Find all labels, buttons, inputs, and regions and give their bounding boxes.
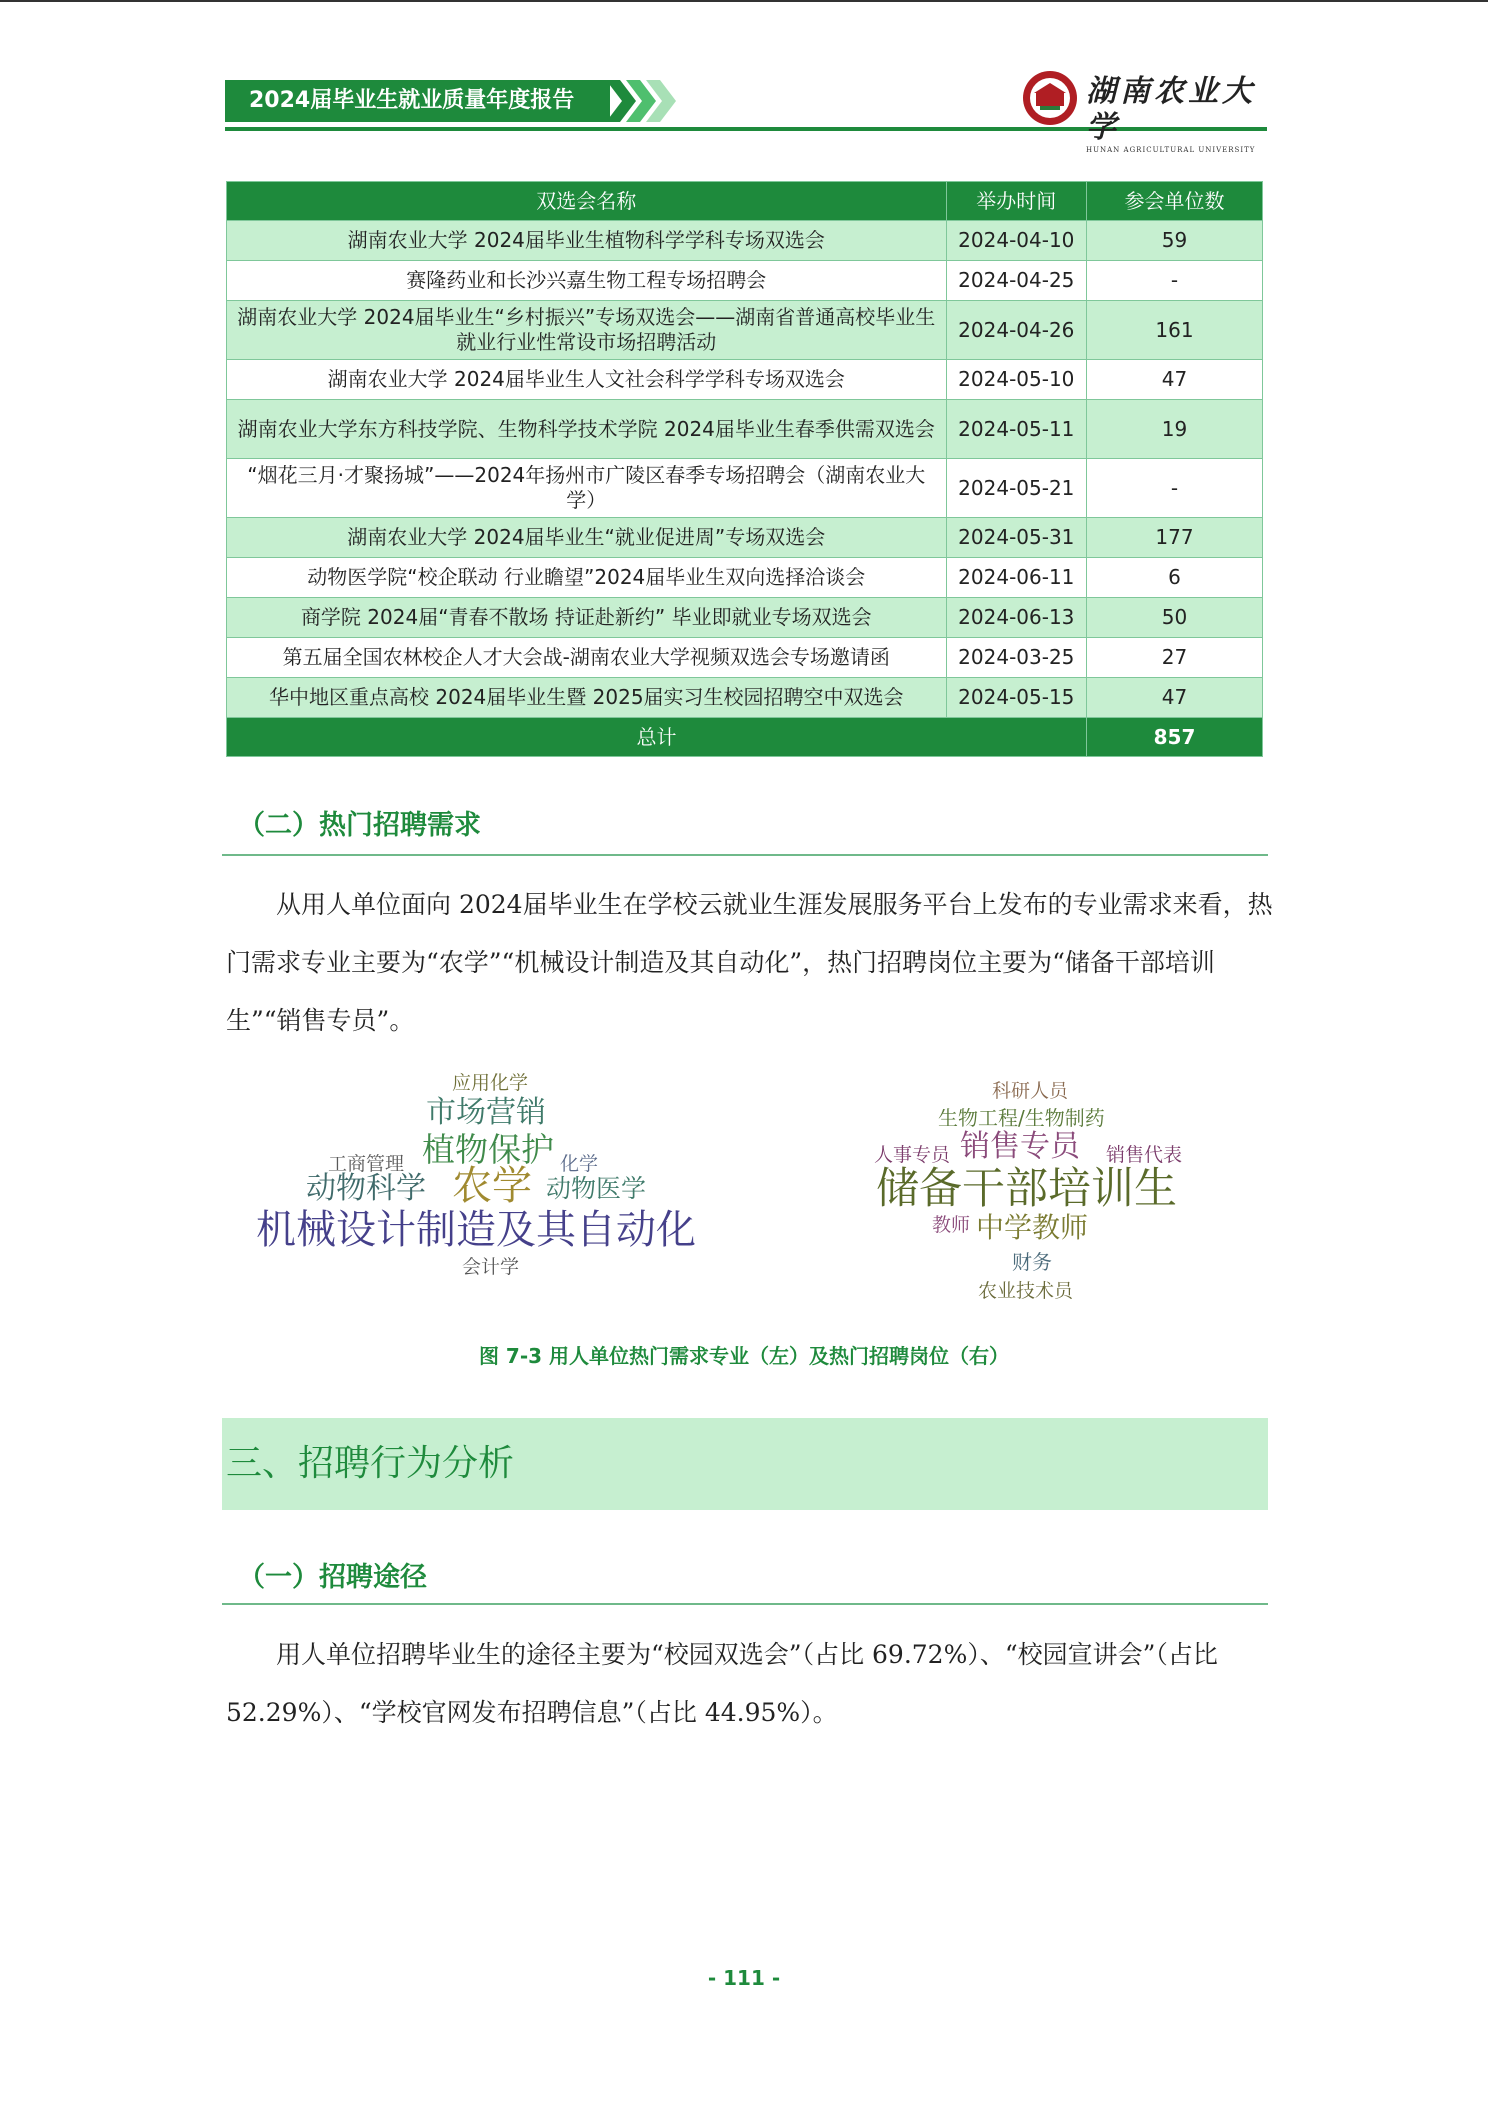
date-cell: 2024-05-21 (946, 459, 1086, 518)
total-label: 总计 (227, 718, 1087, 757)
count-cell: 177 (1087, 518, 1263, 558)
wordcloud-word: 储备干部培训生 (876, 1164, 1177, 1214)
university-name-cn: 湖南农业大学 (1086, 74, 1256, 145)
count-cell: 59 (1087, 221, 1263, 261)
table-row (227, 598, 1263, 638)
table-row (227, 678, 1263, 718)
date-cell: 2024-03-25 (946, 638, 1086, 678)
date-cell: 2024-04-26 (946, 301, 1086, 360)
count-cell: 47 (1087, 678, 1263, 718)
fair-name-cell: 湖南农业大学东方科技学院、生物科学技术学院 2024届毕业生春季供需双选会 (227, 400, 947, 459)
top-border (0, 0, 1488, 2)
wordcloud-word: 中学教师 (976, 1211, 1089, 1244)
subsection-rule (222, 1603, 1268, 1605)
wordcloud-word: 市场营销 (426, 1095, 546, 1130)
date-cell: 2024-06-11 (946, 558, 1086, 598)
table-row (227, 518, 1263, 558)
wordcloud-word: 教师 (932, 1214, 971, 1236)
table-row (227, 638, 1263, 678)
column-header: 参会单位数 (1087, 182, 1263, 221)
table-row (227, 301, 1263, 360)
report-title-banner: 2024届毕业生就业质量年度报告 (225, 80, 610, 122)
hot-demand-paragraph: 从用人单位面向 2024届毕业生在学校云就业生涯发展服务平台上发布的专业需求来看，热门需求专业主要为“农学”“机械设计制造及其自动化”，热门招聘岗位主要为“储备干部培训生”“销售专员”。 (226, 890, 1273, 1035)
wordcloud-word: 农业技术员 (978, 1280, 1074, 1302)
wordcloud-word: 植物保护 (422, 1130, 554, 1169)
date-cell: 2024-05-10 (946, 360, 1086, 400)
fair-name-cell: 第五届全国农林校企人才大会战-湖南农业大学视频双选会专场邀请函 (227, 638, 947, 678)
subsection-rule (222, 854, 1268, 856)
fair-name-cell: 湖南农业大学 2024届毕业生人文社会科学学科专场双选会 (227, 360, 947, 400)
count-cell: - (1087, 459, 1263, 518)
total-value: 857 (1087, 718, 1263, 757)
wordcloud-word: 销售代表 (1106, 1144, 1183, 1166)
wordcloud-word: 应用化学 (452, 1072, 529, 1094)
section-heading-recruitment-behavior: 三、招聘行为分析 (222, 1418, 1268, 1510)
university-seal-icon (1022, 70, 1078, 126)
subsection-heading-channels: （一）招聘途径 (238, 1562, 427, 1593)
table-row (227, 558, 1263, 598)
wordcloud-word: 工商管理 (328, 1153, 405, 1175)
fair-name-cell: “烟花三月·才聚扬城”——2024年扬州市广陵区春季专场招聘会（湖南农业大学） (227, 459, 947, 518)
university-name-en: HUNAN AGRICULTURAL UNIVERSITY (1086, 146, 1256, 154)
fair-name-cell: 华中地区重点高校 2024届毕业生暨 2025届实习生校园招聘空中双选会 (227, 678, 947, 718)
fair-name-cell: 湖南农业大学 2024届毕业生植物科学学科专场双选会 (227, 221, 947, 261)
count-cell: 27 (1087, 638, 1263, 678)
date-cell: 2024-05-31 (946, 518, 1086, 558)
date-cell: 2024-06-13 (946, 598, 1086, 638)
table-row (227, 400, 1263, 459)
date-cell: 2024-04-25 (946, 261, 1086, 301)
count-cell: 47 (1087, 360, 1263, 400)
subsection-heading-hot-demand: （二）热门招聘需求 (238, 810, 481, 841)
wordcloud-word: 销售专员 (960, 1129, 1080, 1164)
fair-name-cell: 湖南农业大学 2024届毕业生“就业促进周”专场双选会 (227, 518, 947, 558)
table-row (227, 360, 1263, 400)
table-header-row (227, 182, 1263, 221)
wordcloud-word: 财务 (1012, 1250, 1052, 1274)
wordcloud-word: 生物工程/生物制药 (938, 1106, 1105, 1130)
wordcloud-word: 人事专员 (874, 1144, 951, 1166)
fair-name-cell: 湖南农业大学 2024届毕业生“乡村振兴”专场双选会——湖南省普通高校毕业生就业行业性常设市场招聘活动 (227, 301, 947, 360)
count-cell: - (1087, 261, 1263, 301)
wordcloud-word: 动物科学 (306, 1171, 426, 1206)
column-header: 双选会名称 (227, 182, 947, 221)
count-cell: 50 (1087, 598, 1263, 638)
page-number: - 111 - (707, 1966, 781, 1990)
table-row (227, 261, 1263, 301)
fair-name-cell: 动物医学院“校企联动 行业瞻望”2024届毕业生双向选择洽谈会 (227, 558, 947, 598)
wordcloud-word: 农学 (452, 1163, 532, 1209)
date-cell: 2024-05-15 (946, 678, 1086, 718)
channels-paragraph: 用人单位招聘毕业生的途径主要为“校园双选会”（占比 69.72%）、“校园宣讲会”（占比 52.29%）、“学校官网发布招聘信息”（占比 44.95%）。 (226, 1640, 1218, 1727)
date-cell: 2024-05-11 (946, 400, 1086, 459)
date-cell: 2024-04-10 (946, 221, 1086, 261)
figure-caption: 图 7-3 用人单位热门需求专业（左）及热门招聘岗位（右） (478, 1344, 1010, 1368)
job-fair-table (226, 181, 1263, 757)
wordcloud-word: 机械设计制造及其自动化 (256, 1207, 696, 1253)
column-header: 举办时间 (946, 182, 1086, 221)
count-cell: 161 (1087, 301, 1263, 360)
wordcloud-word: 会计学 (462, 1256, 520, 1278)
fair-name-cell: 赛隆药业和长沙兴嘉生物工程专场招聘会 (227, 261, 947, 301)
count-cell: 6 (1087, 558, 1263, 598)
chevron-icon (646, 80, 676, 122)
table-row (227, 459, 1263, 518)
table-row (227, 221, 1263, 261)
fair-name-cell: 商学院 2024届“青春不散场 持证赴新约” 毕业即就业专场双选会 (227, 598, 947, 638)
university-logo (1086, 74, 1266, 154)
table-total-row (227, 718, 1263, 757)
wordcloud-word: 动物医学 (546, 1174, 647, 1203)
wordcloud-word: 化学 (560, 1153, 599, 1175)
count-cell: 19 (1087, 400, 1263, 459)
wordcloud-word: 科研人员 (992, 1080, 1069, 1102)
